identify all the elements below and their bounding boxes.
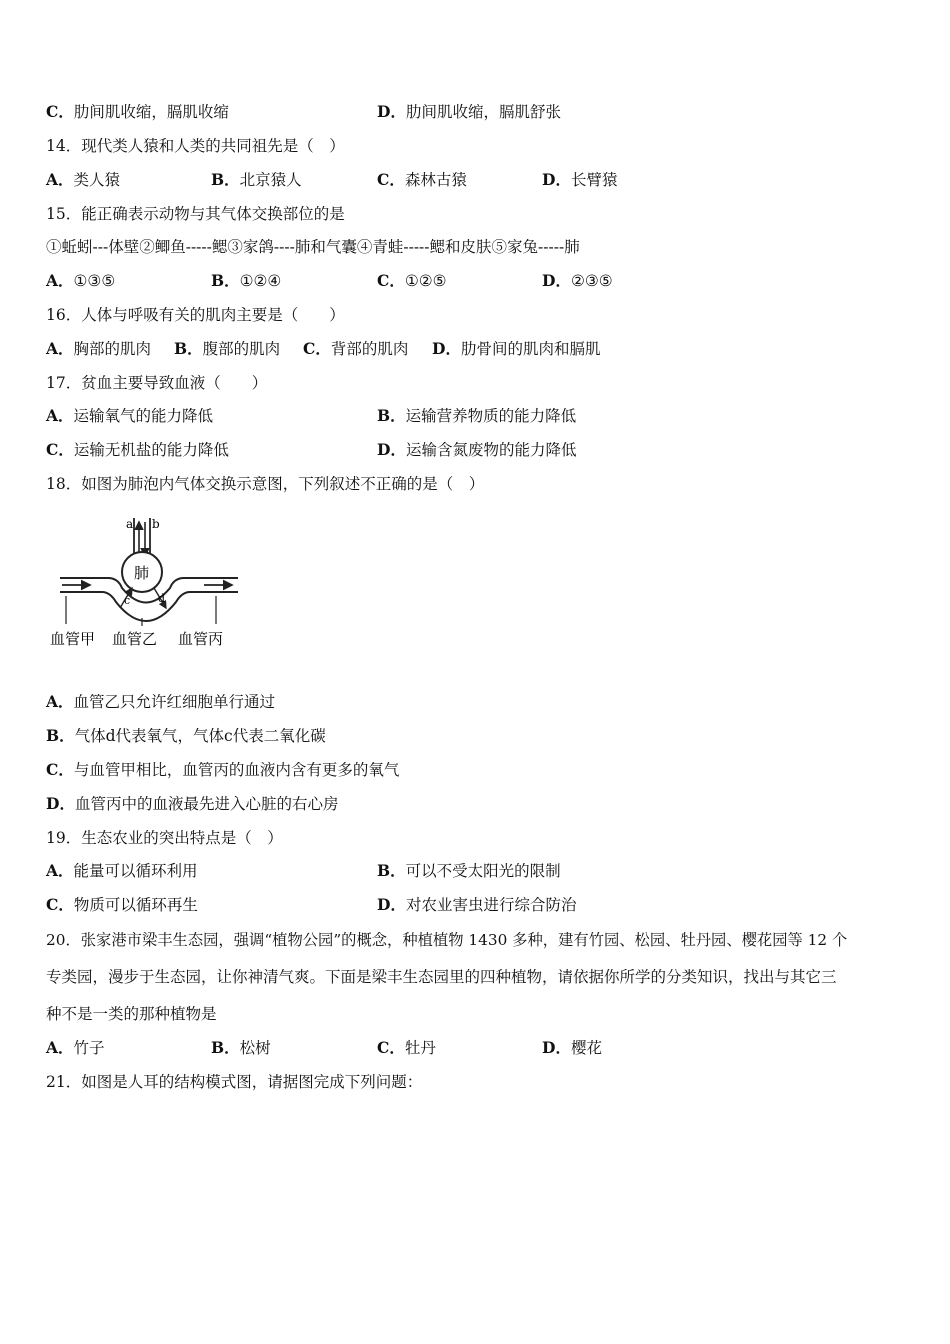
q17-option-c: C．运输无机盐的能力降低 <box>46 440 229 459</box>
label-b: b <box>152 517 160 531</box>
q13-option-d: D．肋间肌收缩，膈肌舒张 <box>377 102 561 121</box>
label-d: d <box>158 592 166 605</box>
alveolus-label: 肺 <box>134 564 150 582</box>
q19-option-a: A．能量可以循环利用 <box>46 861 198 880</box>
q18-option-b: B．气体d代表氧气，气体c代表二氧化碳 <box>46 726 326 745</box>
q19-option-d: D．对农业害虫进行综合防治 <box>377 895 577 914</box>
q21-stem: 21．如图是人耳的结构模式图，请据图完成下列问题： <box>46 1073 423 1091</box>
label-c: c <box>124 594 131 607</box>
vessel3-label: 血管丙 <box>178 630 224 648</box>
q20-stem-line1: 20．张家港市梁丰生态园，强调“植物公园”的概念，种植植物 1430 多种，建有竹园、松园、牡丹园、樱花园等 12 个 <box>46 931 848 949</box>
q16-option-b: B．腹部的肌肉 <box>174 339 281 358</box>
q20-stem-line3: 种不是一类的那种植物是 <box>46 1005 217 1023</box>
vessel1-label: 血管甲 <box>50 630 96 648</box>
q19-option-b: B．可以不受太阳光的限制 <box>377 861 561 880</box>
q16-stem: 16．人体与呼吸有关的肌肉主要是（ ） <box>46 306 345 324</box>
q15-option-b: B．①②④ <box>211 271 282 290</box>
q20-option-b: B．松树 <box>211 1038 271 1057</box>
q14-option-c: C．森林古猿 <box>377 170 467 189</box>
alveolus-gas-exchange-diagram <box>46 512 246 652</box>
q17-option-b: B．运输营养物质的能力降低 <box>377 406 577 425</box>
q20-stem-line2: 专类园，漫步于生态园，让你神清气爽。下面是梁丰生态园里的四种植物，请依据你所学的分类知识，找出与其它三 <box>46 968 837 986</box>
q17-option-d: D．运输含氮废物的能力降低 <box>377 440 577 459</box>
vessel2-label: 血管乙 <box>112 630 158 648</box>
q18-option-d: D．血管丙中的血液最先进入心脏的右心房 <box>46 794 339 813</box>
q14-option-b: B．北京猿人 <box>211 170 302 189</box>
label-a: a <box>126 517 134 531</box>
q15-stem: 15．能正确表示动物与其气体交换部位的是 <box>46 205 345 223</box>
q20-option-a: A．竹子 <box>46 1038 105 1057</box>
q14-option-d: D．长臂猿 <box>542 170 618 189</box>
q19-stem: 19．生态农业的突出特点是（ ） <box>46 829 283 847</box>
q18-option-c: C．与血管甲相比，血管丙的血液内含有更多的氧气 <box>46 760 400 779</box>
q15-items: ①蚯蚓---体壁②鲫鱼-----鳃③家鸽----肺和气囊④青蛙-----鳃和皮肤⑤家兔-----肺 <box>46 238 580 256</box>
q20-option-c: C．牡丹 <box>377 1038 436 1057</box>
q13-option-c: C．肋间肌收缩，膈肌收缩 <box>46 102 229 121</box>
blood-vessel-lower-wall <box>60 592 238 621</box>
q20-option-d: D．樱花 <box>542 1038 602 1057</box>
q17-stem: 17．贫血主要导致血液（ ） <box>46 374 268 392</box>
q16-option-d: D．肋骨间的肌肉和膈肌 <box>432 339 601 358</box>
q16-option-a: A．胸部的肌肉 <box>46 339 152 358</box>
q17-option-a: A．运输氧气的能力降低 <box>46 406 214 425</box>
q16-option-c: C．背部的肌肉 <box>303 339 409 358</box>
q15-option-a: A．①③⑤ <box>46 271 116 290</box>
q18-option-a: A．血管乙只允许红细胞单行通过 <box>46 692 276 711</box>
q18-stem: 18．如图为肺泡内气体交换示意图，下列叙述不正确的是（ ） <box>46 475 485 493</box>
q19-option-c: C．物质可以循环再生 <box>46 895 198 914</box>
q14-stem: 14．现代类人猿和人类的共同祖先是（ ） <box>46 137 345 155</box>
q15-option-c: C．①②⑤ <box>377 271 447 290</box>
q14-option-a: A．类人猿 <box>46 170 121 189</box>
q15-option-d: D．②③⑤ <box>542 271 613 290</box>
